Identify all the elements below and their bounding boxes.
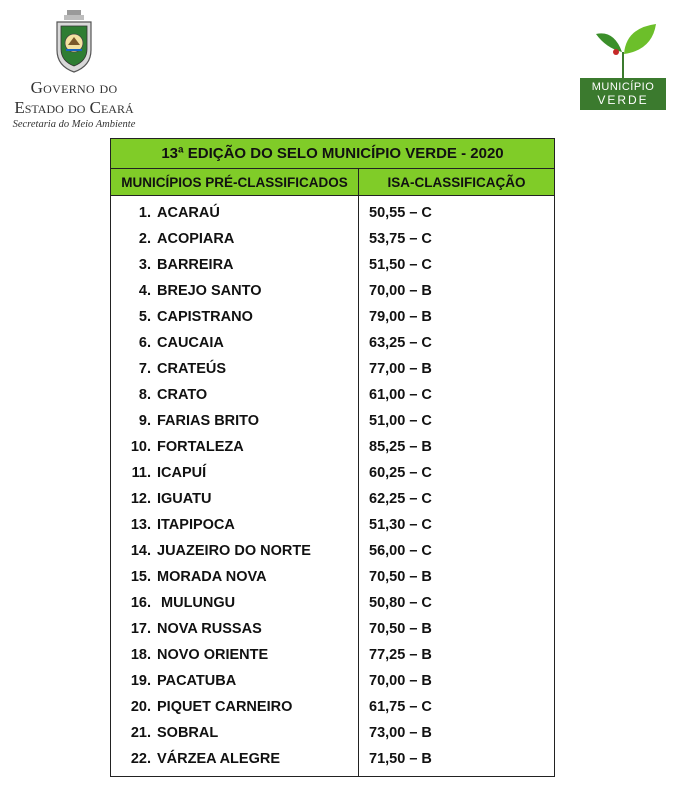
table-row bbox=[111, 564, 555, 590]
municipio-cell bbox=[111, 668, 359, 694]
table-row bbox=[111, 356, 555, 382]
table-row bbox=[111, 746, 555, 777]
table-row bbox=[111, 434, 555, 460]
classification-table-wrapper bbox=[110, 138, 554, 777]
row-number: 10. bbox=[130, 439, 151, 455]
isa-score: 70,50 – B bbox=[359, 616, 555, 642]
municipio-cell bbox=[111, 252, 359, 278]
table-row bbox=[111, 720, 555, 746]
municipio-name: MULUNGU bbox=[157, 595, 236, 611]
table-header-row bbox=[111, 169, 555, 196]
municipio-name: CAPISTRANO bbox=[157, 309, 253, 325]
isa-score: 51,50 – C bbox=[359, 252, 555, 278]
municipio-cell bbox=[111, 694, 359, 720]
municipio-name: CRATO bbox=[157, 387, 208, 403]
table-row bbox=[111, 226, 555, 252]
isa-score: 50,80 – C bbox=[359, 590, 555, 616]
table-row bbox=[111, 538, 555, 564]
municipio-name: PACATUBA bbox=[157, 673, 237, 689]
row-number: 4. bbox=[138, 283, 151, 299]
isa-score: 63,25 – C bbox=[359, 330, 555, 356]
leaves-icon bbox=[586, 22, 660, 78]
municipio-cell bbox=[111, 486, 359, 512]
table-title: 13ª EDIÇÃO DO SELO MUNICÍPIO VERDE - 2020 bbox=[111, 139, 555, 169]
table-row bbox=[111, 642, 555, 668]
municipio-cell bbox=[111, 356, 359, 382]
row-number: 5. bbox=[138, 309, 151, 325]
municipio-name: ICAPUÍ bbox=[157, 465, 207, 481]
table-row bbox=[111, 616, 555, 642]
table-row bbox=[111, 486, 555, 512]
table-row bbox=[111, 196, 555, 227]
municipio-cell bbox=[111, 616, 359, 642]
column-header-isa: ISA-CLASSIFICAÇÃO bbox=[359, 169, 555, 196]
column-header-municipios: MUNICÍPIOS PRÉ-CLASSIFICADOS bbox=[111, 169, 359, 196]
municipio-name: PIQUET CARNEIRO bbox=[157, 699, 293, 715]
row-number: 19. bbox=[130, 673, 151, 689]
municipio-cell bbox=[111, 512, 359, 538]
ceara-coat-of-arms-icon bbox=[54, 10, 94, 74]
municipio-cell bbox=[111, 330, 359, 356]
isa-score: 60,25 – C bbox=[359, 460, 555, 486]
municipio-name: FORTALEZA bbox=[157, 439, 244, 455]
isa-score: 53,75 – C bbox=[359, 226, 555, 252]
municipio-name: FARIAS BRITO bbox=[157, 413, 260, 429]
municipio-name: ACARAÚ bbox=[157, 205, 220, 221]
municipio-cell bbox=[111, 196, 359, 227]
isa-score: 51,30 – C bbox=[359, 512, 555, 538]
row-number: 14. bbox=[130, 543, 151, 559]
row-number: 15. bbox=[130, 569, 151, 585]
municipio-name: VÁRZEA ALEGRE bbox=[157, 751, 280, 767]
municipio-name: MORADA NOVA bbox=[157, 569, 267, 585]
table-row bbox=[111, 252, 555, 278]
isa-score: 61,00 – C bbox=[359, 382, 555, 408]
isa-score: 51,00 – C bbox=[359, 408, 555, 434]
municipio-cell bbox=[111, 564, 359, 590]
row-number: 1. bbox=[138, 205, 151, 221]
municipio-verde-logo bbox=[580, 22, 666, 112]
table-title-row bbox=[111, 139, 555, 169]
table-row bbox=[111, 408, 555, 434]
isa-score: 77,25 – B bbox=[359, 642, 555, 668]
isa-score: 50,55 – C bbox=[359, 196, 555, 227]
row-number: 22. bbox=[130, 751, 151, 767]
municipio-name: BREJO SANTO bbox=[157, 283, 262, 299]
municipio-name: BARREIRA bbox=[157, 257, 234, 273]
row-number: 13. bbox=[130, 517, 151, 533]
table-body bbox=[111, 196, 555, 777]
gov-logo-line3: Secretaria do Meio Ambiente bbox=[12, 119, 136, 130]
isa-score: 70,00 – B bbox=[359, 278, 555, 304]
governo-ceara-logo bbox=[4, 10, 144, 132]
table-row bbox=[111, 590, 555, 616]
isa-score: 56,00 – C bbox=[359, 538, 555, 564]
municipio-cell bbox=[111, 304, 359, 330]
municipio-cell bbox=[111, 278, 359, 304]
municipio-cell bbox=[111, 382, 359, 408]
row-number: 11. bbox=[131, 465, 151, 481]
row-number: 12. bbox=[130, 491, 151, 507]
table-row bbox=[111, 278, 555, 304]
isa-score: 79,00 – B bbox=[359, 304, 555, 330]
municipio-verde-wordmark bbox=[580, 78, 666, 110]
row-number: 2. bbox=[138, 231, 151, 247]
row-number: 7. bbox=[138, 361, 151, 377]
isa-score: 61,75 – C bbox=[359, 694, 555, 720]
isa-score: 73,00 – B bbox=[359, 720, 555, 746]
municipio-name: NOVA RUSSAS bbox=[157, 621, 262, 637]
isa-score: 70,00 – B bbox=[359, 668, 555, 694]
row-number: 18. bbox=[130, 647, 151, 663]
municipio-cell bbox=[111, 538, 359, 564]
isa-score: 62,25 – C bbox=[359, 486, 555, 512]
municipio-name: NOVO ORIENTE bbox=[157, 647, 269, 663]
table-row bbox=[111, 460, 555, 486]
table-row bbox=[111, 668, 555, 694]
row-number: 6. bbox=[138, 335, 151, 351]
row-number: 3. bbox=[138, 257, 151, 273]
table-row bbox=[111, 304, 555, 330]
row-number: 8. bbox=[138, 387, 151, 403]
gov-logo-line2: Estado do Ceará bbox=[14, 98, 134, 117]
table-row bbox=[111, 382, 555, 408]
municipio-name: CRATEÚS bbox=[157, 361, 227, 377]
municipio-name: ACOPIARA bbox=[157, 231, 235, 247]
table-row bbox=[111, 512, 555, 538]
municipio-cell bbox=[111, 746, 359, 777]
mv-word2: VERDE bbox=[597, 93, 649, 107]
row-number: 17. bbox=[130, 621, 151, 637]
table-row bbox=[111, 330, 555, 356]
municipio-cell bbox=[111, 642, 359, 668]
municipio-cell bbox=[111, 434, 359, 460]
gov-logo-line1: Governo do bbox=[30, 78, 118, 97]
municipio-name: JUAZEIRO DO NORTE bbox=[157, 543, 311, 559]
isa-score: 85,25 – B bbox=[359, 434, 555, 460]
isa-score: 70,50 – B bbox=[359, 564, 555, 590]
municipio-name: SOBRAL bbox=[157, 725, 219, 741]
row-number: 9. bbox=[138, 413, 151, 429]
municipio-name: IGUATU bbox=[157, 491, 212, 507]
municipio-name: CAUCAIA bbox=[157, 335, 224, 351]
isa-score: 77,00 – B bbox=[359, 356, 555, 382]
municipio-cell bbox=[111, 408, 359, 434]
row-number: 21. bbox=[130, 725, 151, 741]
mv-word1: MUNICÍPIO bbox=[591, 81, 655, 93]
row-number: 20. bbox=[130, 699, 151, 715]
classification-table bbox=[110, 138, 555, 777]
isa-score: 71,50 – B bbox=[359, 746, 555, 777]
municipio-cell bbox=[111, 720, 359, 746]
municipio-name: ITAPIPOCA bbox=[157, 517, 235, 533]
municipio-cell bbox=[111, 590, 359, 616]
table-row bbox=[111, 694, 555, 720]
municipio-cell bbox=[111, 226, 359, 252]
municipio-cell bbox=[111, 460, 359, 486]
row-number: 16. bbox=[130, 595, 151, 611]
